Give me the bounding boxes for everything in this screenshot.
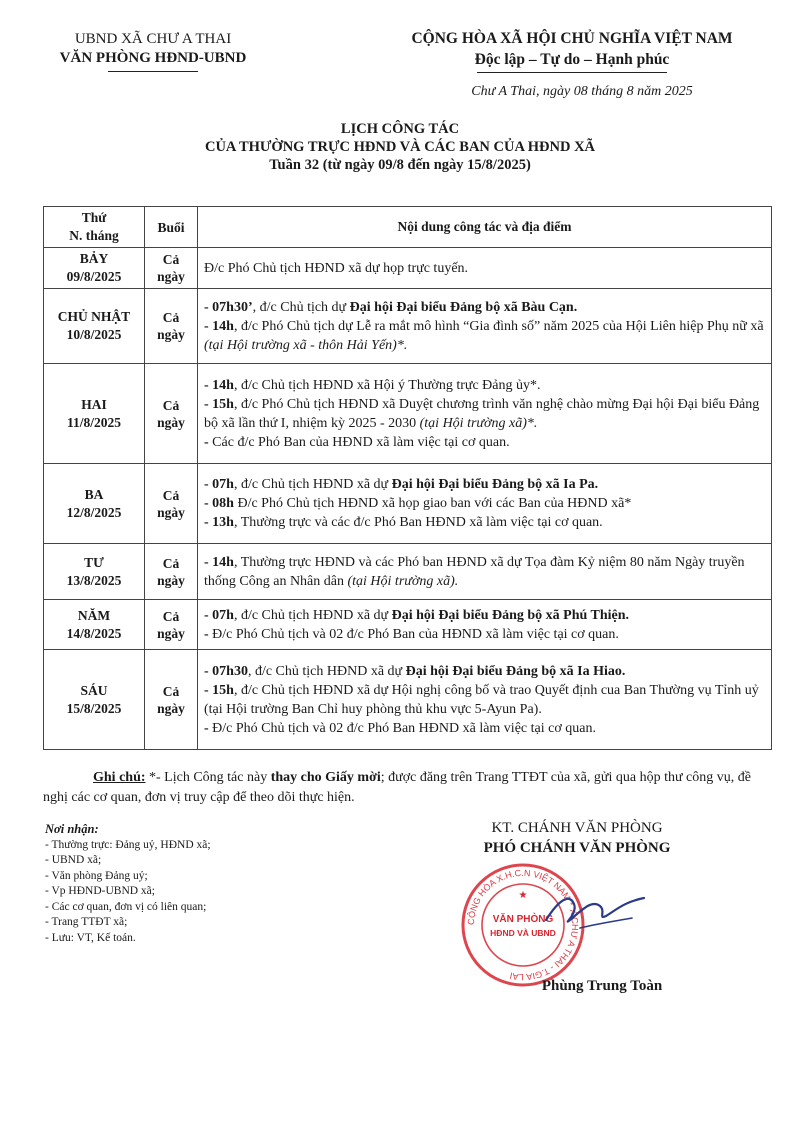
- schedule-item: - 07h30, đ/c Chủ tịch HĐND xã dự Đại hội Đại biểu Đảng bộ xã Ia Hiao.: [204, 663, 626, 679]
- schedule-item: - Các đ/c Phó Ban của HĐND xã làm việc tại cơ quan.: [204, 434, 510, 450]
- day-cell: NĂM 14/8/2025: [44, 600, 145, 650]
- office-name: VĂN PHÒNG HĐND-UBND: [59, 50, 247, 66]
- agency-name: UBND XÃ CHƯ A THAI: [74, 31, 232, 47]
- agency-header: [28, 30, 278, 72]
- table-row: [44, 289, 772, 364]
- schedule-item: - Đ/c Phó Chủ tịch và 02 đ/c Phó Ban của HĐND xã làm việc tại cơ quan.: [204, 626, 619, 642]
- day-cell: TƯ 13/8/2025: [44, 544, 145, 600]
- header-session: Buổi: [145, 207, 198, 248]
- schedule-item: - 07h30’, đ/c Chủ tịch dự Đại hội Đại biểu Đảng bộ xã Bàu Cạn.: [204, 299, 578, 315]
- recipients-list: [45, 838, 305, 947]
- schedule-item: - 14h, đ/c Phó Chủ tịch dự Lễ ra mắt mô hình “Gia đình số” năm 2025 của Hội Liên hiệp Phụ nữ xã (tại Hội trường xã - thôn Hải Yến)*.: [204, 318, 764, 353]
- place-date: Chư A Thai, ngày 08 tháng 8 năm 2025: [471, 84, 693, 99]
- national-header: [372, 28, 772, 73]
- schedule-item: - 07h, đ/c Chủ tịch HĐND xã dự Đại hội Đại biểu Đảng bộ xã Ia Pa.: [204, 477, 599, 492]
- title-line-1: LỊCH CÔNG TÁC: [340, 121, 460, 137]
- nation-name: CỘNG HÒA XÃ HỘI CHỦ NGHĨA VIỆT NAM: [411, 30, 733, 47]
- recipient-item: - Thường trực: Đảng uỷ, HĐND xã;: [45, 838, 211, 851]
- recipient-item: - UBND xã;: [45, 854, 102, 866]
- document-title: [80, 120, 720, 174]
- schedule-item: - 15h, đ/c Chủ tịch HĐND xã dự Hội nghị công bố và trao Quyết định cua Ban Thường vụ Tỉnh uỷ (tại Hội trường Ban Chỉ huy phòng thủ khu vực 5-Ayun Pa).: [204, 682, 759, 717]
- signer-position: PHÓ CHÁNH VĂN PHÒNG: [483, 840, 671, 856]
- table-row: [44, 544, 772, 600]
- schedule-item: - 14h, Thường trực HĐND và các Phó ban HĐND xã dự Tọa đàm Kỷ niệm 80 năm Ngày truyền thống Công an Nhân dân (tại Hội trường xã).: [204, 554, 745, 589]
- recipient-item: - Vp HĐND-UBND xã;: [45, 885, 155, 897]
- header-day: Thứ N. tháng: [44, 207, 145, 248]
- session-cell: Cả ngày: [145, 464, 198, 544]
- agency-underline: [108, 71, 198, 72]
- session-cell: Cả ngày: [145, 289, 198, 364]
- recipient-item: - Lưu: VT, Kế toán.: [45, 931, 136, 944]
- schedule-item: - 15h, đ/c Phó Chủ tịch HĐND xã Duyệt chương trình văn nghệ chào mừng Đại hội Đại biểu Đảng bộ xã lần thứ I, nhiệm kỳ 2025 - 2030 (tại Hội trường xã)*.: [204, 396, 760, 431]
- session-cell: Cả ngày: [145, 364, 198, 464]
- content-cell: [198, 364, 772, 464]
- content-cell: [198, 289, 772, 364]
- content-cell: [198, 650, 772, 750]
- schedule-table: [43, 206, 772, 750]
- recipients-heading: Nơi nhận:: [45, 822, 99, 836]
- schedule-item: - 08h Đ/c Phó Chủ tịch HĐND xã họp giao ban với các Ban của HĐND xã*: [204, 496, 632, 511]
- session-cell: Cả ngày: [145, 544, 198, 600]
- table-body: [44, 248, 772, 750]
- schedule-item: - 07h, đ/c Chủ tịch HĐND xã dự Đại hội Đại biểu Đảng bộ xã Phú Thiện.: [204, 607, 630, 623]
- recipient-item: - Các cơ quan, đơn vị có liên quan;: [45, 900, 207, 913]
- table-row: [44, 464, 772, 544]
- footnote: [43, 768, 775, 808]
- header-content: Nội dung công tác và địa điểm: [198, 207, 772, 248]
- title-line-3: Tuần 32 (từ ngày 09/8 đến ngày 15/8/2025): [269, 157, 531, 173]
- motto-underline: [477, 72, 667, 73]
- recipient-item: - Văn phòng Đảng uỷ;: [45, 869, 148, 882]
- table-row: [44, 364, 772, 464]
- day-cell: SÁU 15/8/2025: [44, 650, 145, 750]
- content-cell: [198, 544, 772, 600]
- schedule-item: - Đ/c Phó Chủ tịch và 02 đ/c Phó Ban HĐND xã làm việc tại cơ quan.: [204, 720, 596, 736]
- svg-text:HĐND VÀ UBND: HĐND VÀ UBND: [490, 928, 556, 938]
- day-cell: CHỦ NHẬT 10/8/2025: [44, 289, 145, 364]
- session-cell: Cả ngày: [145, 600, 198, 650]
- table-row: [44, 248, 772, 289]
- session-cell: Cả ngày: [145, 248, 198, 289]
- content-cell: [198, 464, 772, 544]
- schedule-item: - 14h, đ/c Chủ tịch HĐND xã Hội ý Thường trực Đảng ủy*.: [204, 377, 541, 393]
- title-line-2: CỦA THƯỜNG TRỰC HĐND VÀ CÁC BAN CỦA HĐND XÃ: [204, 139, 596, 155]
- table-row: [44, 600, 772, 650]
- table-row: [44, 650, 772, 750]
- footnote-text-2: ; được đăng trên Trang TTĐT của xã, gửi qua hộp thư công vụ, đề nghị các cơ quan, đơn vị truy cập để theo dõi thực hiện.: [43, 770, 751, 805]
- signer-name: Phùng Trung Toàn: [541, 978, 663, 994]
- recipients-block: [45, 822, 305, 946]
- svg-text:★: ★: [518, 890, 528, 901]
- signature-block: [452, 818, 702, 858]
- table-header-row: [44, 207, 772, 248]
- content-cell: [198, 600, 772, 650]
- session-cell: Cả ngày: [145, 650, 198, 750]
- nation-motto: Độc lập – Tự do – Hạnh phúc: [474, 51, 670, 68]
- footnote-text-1: *- Lịch Công tác này: [145, 770, 271, 785]
- svg-text:VĂN PHÒNG: VĂN PHÒNG: [492, 914, 554, 925]
- footnote-label: Ghi chú:: [93, 770, 146, 785]
- schedule-item: - 13h, Thường trực và các đ/c Phó Ban HĐND xã làm việc tại cơ quan.: [204, 515, 603, 530]
- day-cell: BẢY 09/8/2025: [44, 248, 145, 289]
- recipient-item: - Trang TTĐT xã;: [45, 916, 128, 928]
- handwritten-signature-icon: [540, 880, 650, 940]
- day-cell: BA 12/8/2025: [44, 464, 145, 544]
- schedule-item: Đ/c Phó Chủ tịch HĐND xã dự họp trực tuyến.: [204, 260, 469, 276]
- day-cell: HAI 11/8/2025: [44, 364, 145, 464]
- svg-text:CỘNG HÒA X.H.C.N VIỆT NAM * X.: CỘNG HÒA X.H.C.N VIỆT NAM * X.CHƯ A THAI - T.GIA LAI: [465, 867, 581, 983]
- content-cell: [198, 248, 772, 289]
- signer-authority: KT. CHÁNH VĂN PHÒNG: [491, 820, 663, 836]
- footnote-emphasis: thay cho Giấy mời: [270, 770, 381, 785]
